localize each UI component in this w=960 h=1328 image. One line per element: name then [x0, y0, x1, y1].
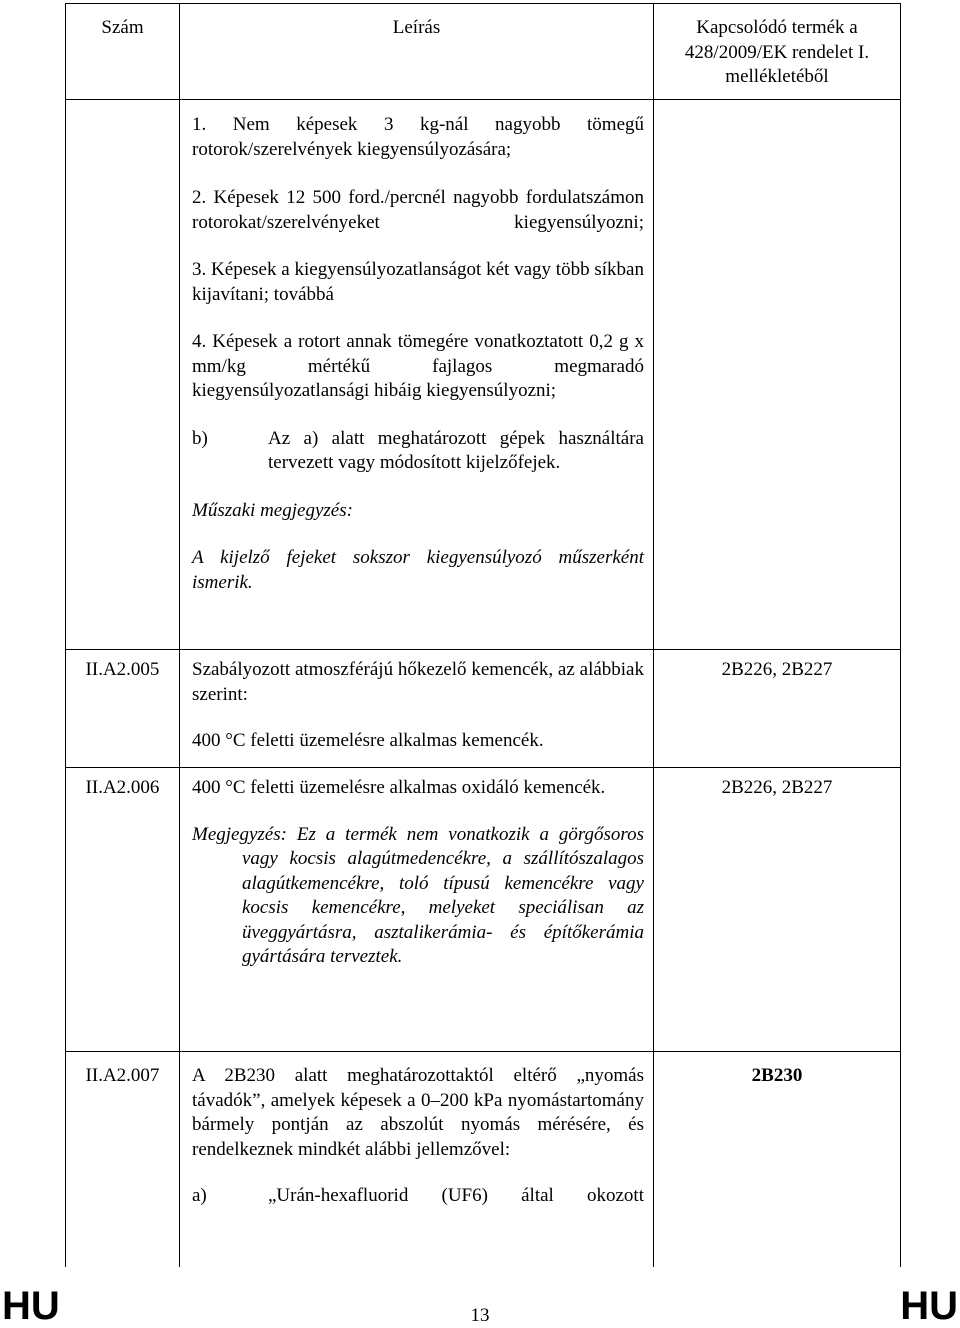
header-number: Szám: [101, 17, 144, 38]
footer-language-right: HU: [900, 1284, 958, 1328]
sub-item-a: [192, 1184, 644, 1209]
table-border-right: [900, 3, 901, 1267]
row-divider-3: [65, 1051, 901, 1052]
list-item-4: 4. Képesek a rotort annak tömegére vonatkoztatott 0,2 g x mm/kg mértékű fajlagos megmaradó kiegyensúlyozatlansági hibáig kiegyensúlyozni;: [192, 331, 644, 401]
sub-item-b-label: b): [192, 427, 208, 449]
list-item-3: 3. Képesek a kiegyensúlyozatlanságot két vagy több síkban kijavítani; továbbá: [192, 259, 644, 305]
row-related-ii-a2-006: 2B226, 2B227: [721, 777, 833, 798]
page-number: 13: [470, 1305, 490, 1326]
row-number-ii-a2-006: II.A2.006: [85, 777, 160, 798]
sub-item-a-label: a): [192, 1185, 207, 1206]
row-divider-2: [65, 767, 901, 768]
header-related-product: Kapcsolódó termék a 428/2009/EK rendelet I. mellékletéből: [684, 17, 870, 87]
row-number-ii-a2-005: II.A2.005: [85, 659, 160, 680]
row-note-text: Ez a termék nem vonatkozik a görgősoros vagy kocsis alagútmedencékre, a szállítószalagos alagútkemencékre, toló típusú kemencékre vagy kocsis kemencékre, melyeket speciálisan az üveggyártásra, asztalikerámia- és építőkerámia gyártására terveztek.: [242, 823, 645, 967]
footer-language-left: HU: [2, 1284, 60, 1328]
technical-note-title: Műszaki megjegyzés:: [192, 499, 353, 521]
row-description-ii-a2-006: [192, 776, 644, 970]
sub-item-a-text: „Urán-hexafluorid (UF6) által okozott: [268, 1185, 644, 1206]
row-divider-1: [65, 649, 901, 650]
sub-item-b: [192, 427, 644, 476]
row-related-ii-a2-005: 2B226, 2B227: [721, 659, 833, 680]
row-subtext: 400 °C feletti üzemelésre alkalmas kemencék.: [192, 730, 544, 751]
row-text: A 2B230 alatt meghatározottaktól eltérő „nyomás távadók”, amelyek képesek a 0–200 kPa nyomástartomány bármely pontján az abszolút nyomás mérésére, és rendelkeznek mindkét alábbi jellemzővel:: [192, 1065, 644, 1160]
row-text: Szabályozott atmoszférájú hőkezelő kemencék, az alábbiak szerint:: [192, 659, 644, 705]
row-number-ii-a2-007: II.A2.007: [85, 1065, 160, 1086]
sub-item-b-text: Az a) alatt meghatározott gépek használtára tervezett vagy módosított kijelzőfejek.: [268, 427, 644, 473]
list-item-1: 1. Nem képesek 3 kg-nál nagyobb tömegű rotorok/szerelvények kiegyensúlyozására;: [192, 114, 644, 160]
column-divider-1: [179, 3, 180, 1267]
row-description-ii-a2-007: [192, 1064, 644, 1209]
table-border-top: [65, 3, 901, 4]
continued-description: [192, 113, 644, 595]
data-table: [65, 3, 901, 1267]
row-description-ii-a2-005: [192, 658, 644, 754]
header-description: Leírás: [392, 17, 441, 38]
row-text: 400 °C feletti üzemelésre alkalmas oxidáló kemencék.: [192, 777, 606, 798]
list-item-2: 2. Képesek 12 500 ford./percnél nagyobb fordulatszámon rotorokat/szerelvényeket kiegyensúlyozni;: [192, 187, 644, 233]
row-note: [192, 823, 644, 970]
technical-note-text: A kijelző fejeket sokszor kiegyensúlyozó műszerként ismerik.: [192, 547, 644, 593]
header-divider: [65, 99, 901, 100]
row-note-label: Megjegyzés:: [192, 823, 287, 845]
row-related-ii-a2-007: 2B230: [751, 1065, 803, 1086]
